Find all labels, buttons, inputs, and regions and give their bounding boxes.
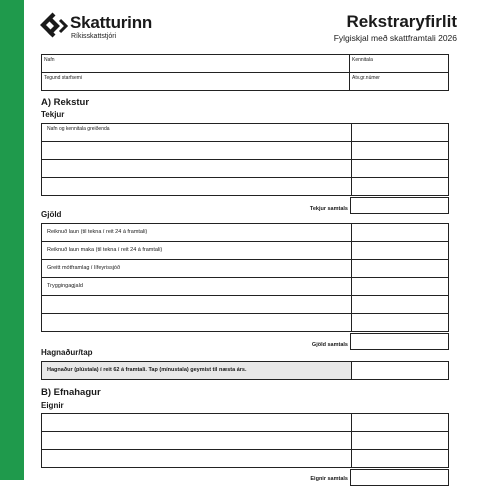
asset-row[interactable] bbox=[41, 413, 449, 432]
brand-sidebar-stripe bbox=[0, 0, 24, 480]
assets-total-label: Eignir samtals bbox=[310, 476, 348, 482]
expense-row-description[interactable] bbox=[42, 278, 352, 295]
expense-row-label: Reiknuð laun (til tekna í reit 24 á framtali) bbox=[47, 229, 148, 235]
expense-row[interactable] bbox=[41, 277, 449, 296]
assets-total-field[interactable] bbox=[350, 469, 449, 486]
profit-row-description bbox=[42, 362, 352, 379]
page-subtitle: Fylgiskjal með skattframtali 2026 bbox=[333, 33, 457, 43]
asset-row-description[interactable] bbox=[42, 450, 352, 467]
expense-row-amount[interactable] bbox=[351, 314, 448, 331]
income-row[interactable] bbox=[41, 141, 449, 160]
asset-row[interactable] bbox=[41, 449, 449, 468]
expense-row-amount[interactable] bbox=[351, 224, 448, 241]
income-row[interactable] bbox=[41, 159, 449, 178]
income-row-amount[interactable] bbox=[351, 160, 448, 177]
expense-row-label: Tryggingagjald bbox=[47, 283, 83, 289]
activity-number-label: Atv.gr.númer bbox=[352, 75, 380, 81]
expense-row[interactable] bbox=[41, 313, 449, 332]
activity-type-label: Tegund starfsemi bbox=[44, 75, 83, 81]
income-row-amount[interactable] bbox=[351, 124, 448, 141]
assets-heading: Eignir bbox=[41, 401, 64, 410]
page-title: Rekstraryfirlit bbox=[346, 12, 457, 31]
profit-row-label: Hagnaður (plústala) í reit 62 á framtali. Tap (mínustala) geymist til næsta árs. bbox=[47, 367, 247, 373]
expense-row-description[interactable] bbox=[42, 260, 352, 277]
activity-type-field[interactable] bbox=[41, 72, 350, 91]
income-row-description[interactable] bbox=[42, 160, 352, 177]
income-row-amount[interactable] bbox=[351, 142, 448, 159]
name-field-label: Nafn bbox=[44, 57, 55, 63]
profit-row-amount[interactable] bbox=[351, 362, 448, 379]
skatturinn-logo bbox=[40, 12, 153, 42]
asset-row-amount[interactable] bbox=[351, 450, 448, 467]
name-field[interactable] bbox=[41, 54, 350, 73]
skatturinn-logo-icon bbox=[40, 12, 68, 40]
section-b-heading: B) Efnahagur bbox=[41, 387, 101, 398]
expense-row-description[interactable] bbox=[42, 296, 352, 313]
logo-subtitle: Ríkisskattstjóri bbox=[71, 33, 117, 40]
income-row-description[interactable] bbox=[42, 178, 352, 195]
expense-row-description[interactable] bbox=[42, 314, 352, 331]
asset-row-description[interactable] bbox=[42, 414, 352, 431]
expense-row[interactable] bbox=[41, 223, 449, 242]
income-total-label: Tekjur samtals bbox=[309, 206, 348, 212]
income-row[interactable] bbox=[41, 123, 449, 142]
expense-row-amount[interactable] bbox=[351, 296, 448, 313]
expense-row-label: Greitt mótframlag í lífeyrissjóð bbox=[47, 265, 121, 271]
asset-row[interactable] bbox=[41, 431, 449, 450]
asset-row-description[interactable] bbox=[42, 432, 352, 449]
expense-row[interactable] bbox=[41, 241, 449, 260]
income-row[interactable] bbox=[41, 177, 449, 196]
activity-number-field[interactable] bbox=[349, 72, 449, 91]
income-total-field[interactable] bbox=[350, 197, 449, 214]
kennitala-field[interactable] bbox=[349, 54, 449, 73]
asset-row-amount[interactable] bbox=[351, 432, 448, 449]
income-row-description[interactable] bbox=[42, 142, 352, 159]
expense-row[interactable] bbox=[41, 295, 449, 314]
profit-row[interactable] bbox=[41, 361, 449, 380]
income-heading: Tekjur bbox=[41, 110, 65, 119]
profit-heading: Hagnaður/tap bbox=[41, 348, 93, 357]
expense-row[interactable] bbox=[41, 259, 449, 278]
income-row-amount[interactable] bbox=[351, 178, 448, 195]
asset-row-amount[interactable] bbox=[351, 414, 448, 431]
logo-name: Skatturinn bbox=[70, 13, 153, 32]
expenses-total-label: Gjöld samtals bbox=[311, 342, 348, 348]
expense-row-amount[interactable] bbox=[351, 260, 448, 277]
form-page bbox=[24, 0, 480, 480]
section-a-heading: A) Rekstur bbox=[41, 97, 90, 108]
kennitala-field-label: Kennitala bbox=[352, 57, 373, 63]
expense-row-amount[interactable] bbox=[351, 242, 448, 259]
income-payer-label: Nafn og kennitala greiðenda bbox=[47, 126, 110, 132]
income-row-description[interactable] bbox=[42, 124, 352, 141]
expense-row-description[interactable] bbox=[42, 242, 352, 259]
expense-row-label: Reiknuð laun maka (til tekna í reit 24 á framtali) bbox=[47, 247, 163, 253]
expenses-total-field[interactable] bbox=[350, 333, 449, 350]
expense-row-amount[interactable] bbox=[351, 278, 448, 295]
expenses-heading: Gjöld bbox=[41, 210, 62, 219]
expense-row-description[interactable] bbox=[42, 224, 352, 241]
